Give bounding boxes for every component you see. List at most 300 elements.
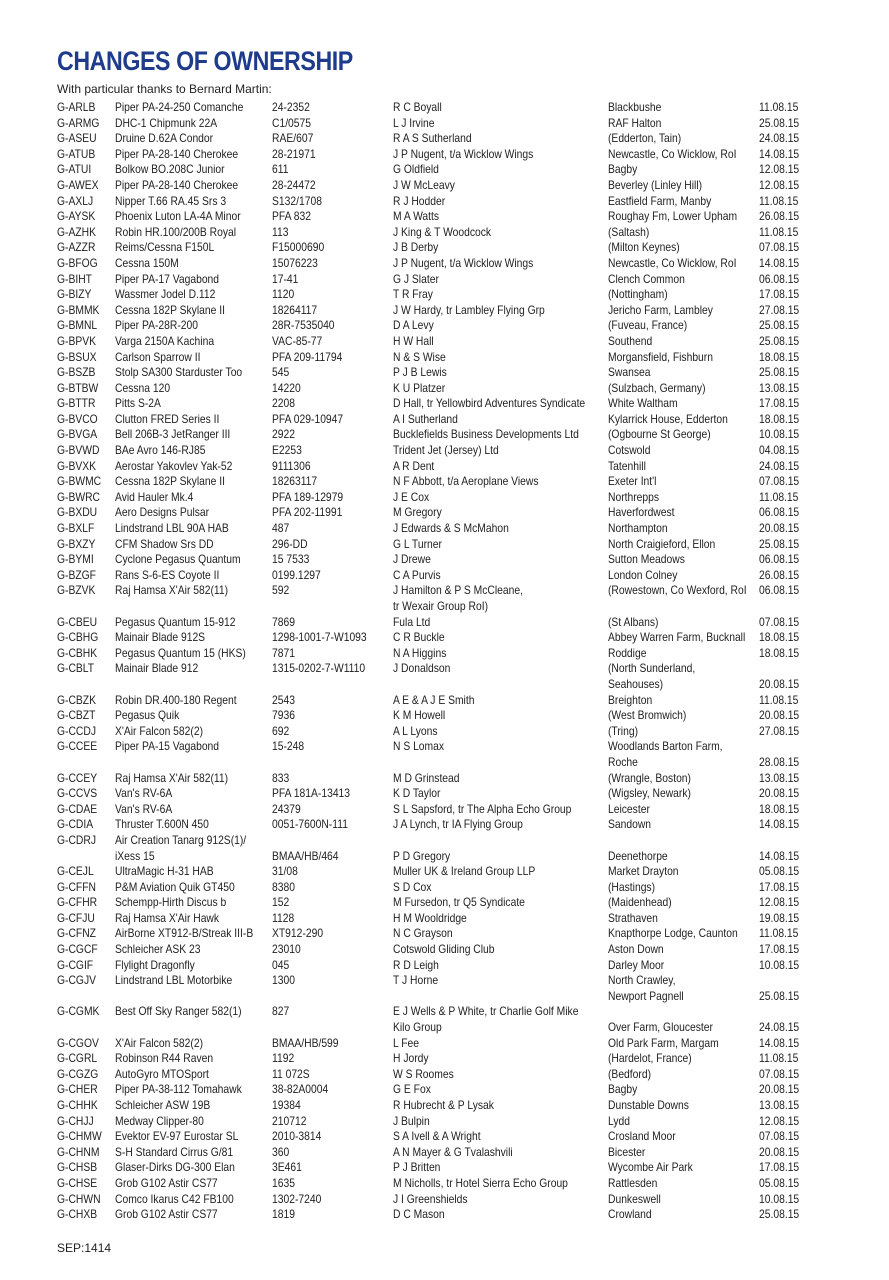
date-cell: 19.08.15 xyxy=(759,910,800,925)
table-row xyxy=(57,131,817,147)
aircraft-type-cell: Cessna 182P Skylane II xyxy=(115,302,225,317)
serial-number-cell: PFA 832 xyxy=(272,209,312,224)
aircraft-type-cell: Phoenix Luton LA-4A Minor xyxy=(115,209,241,224)
serial-number-cell: VAC-85-77 xyxy=(272,333,323,348)
aircraft-type-cell: CFM Shadow Srs DD xyxy=(115,536,214,551)
aircraft-type-cell: Wassmer Jodel D.112 xyxy=(115,287,216,302)
date-cell: 12.08.15 xyxy=(759,162,800,177)
owner-cell: J King & T Woodcock xyxy=(393,224,492,239)
owner-cell: K U Platzer xyxy=(393,380,446,395)
aircraft-type-cell: Best Off Sky Ranger 582(1) xyxy=(115,1004,242,1019)
registration-cell: G-ASEU xyxy=(57,131,97,146)
aircraft-type-cell: Schempp-Hirth Discus b xyxy=(115,895,227,910)
registration-cell: G-BIZY xyxy=(57,287,92,302)
serial-number-cell: 38-82A0004 xyxy=(272,1082,329,1097)
table-row xyxy=(57,646,817,662)
date-cell: 18.08.15 xyxy=(759,630,800,645)
owner-cell: H W Hall xyxy=(393,333,434,348)
date-cell xyxy=(759,661,814,677)
owner-cell: N C Grayson xyxy=(393,926,453,941)
location-cell: (St Albans) xyxy=(608,614,659,629)
owner-cell: H M Wooldridge xyxy=(393,910,467,925)
registration-cell: G-CDIA xyxy=(57,817,94,832)
date-cell xyxy=(759,973,814,989)
date-cell: 07.08.15 xyxy=(759,614,800,629)
location-cell: (Fuveau, France) xyxy=(608,318,688,333)
location-cell: Aston Down xyxy=(608,942,664,957)
registration-cell: G-CHJJ xyxy=(57,1113,94,1128)
aircraft-type-cell: Comco Ikarus C42 FB100 xyxy=(115,1191,234,1206)
registration-cell: G-CBEU xyxy=(57,614,98,629)
owner-cell: C A Purvis xyxy=(393,567,441,582)
ownership-page xyxy=(57,44,817,1223)
owner-cell: J Edwards & S McMahon xyxy=(393,521,509,536)
registration-cell: G-BTTR xyxy=(57,396,96,411)
registration-cell: G-CHNM xyxy=(57,1144,100,1159)
aircraft-type-cell: Van's RV-6A xyxy=(115,801,173,816)
aircraft-type-cell: Grob G102 Astir CS77 xyxy=(115,1175,218,1190)
serial-number-cell: 545 xyxy=(272,365,290,380)
owner-cell xyxy=(393,755,608,771)
aircraft-type-cell: AirBorne XT912-B/Streak III-B xyxy=(115,926,254,941)
aircraft-type-cell: Bolkow BO.208C Junior xyxy=(115,162,225,177)
date-cell: 11.08.15 xyxy=(759,1051,799,1066)
serial-number-cell: 7936 xyxy=(272,708,295,723)
location-cell: Woodlands Barton Farm, xyxy=(608,739,723,754)
location-cell: London Colney xyxy=(608,567,678,582)
location-cell: Rattlesden xyxy=(608,1175,658,1190)
location-cell: Deenethorpe xyxy=(608,848,668,863)
aircraft-type-cell: Druine D.62A Condor xyxy=(115,131,214,146)
table-row xyxy=(57,256,817,272)
aircraft-type-cell xyxy=(115,1020,272,1036)
date-cell: 26.08.15 xyxy=(759,209,800,224)
table-row xyxy=(57,1129,817,1145)
registration-cell: G-BPVK xyxy=(57,333,97,348)
aircraft-type-cell: iXess 15 xyxy=(115,848,155,863)
location-cell: Seahouses) xyxy=(608,676,664,691)
registration-cell: G-AXLJ xyxy=(57,193,94,208)
aircraft-type-cell: Stolp SA300 Starduster Too xyxy=(115,365,243,380)
serial-number-cell: 9111306 xyxy=(272,458,311,473)
serial-number-cell: XT912-290 xyxy=(272,926,324,941)
registration-cell: G-CGMK xyxy=(57,1004,100,1019)
date-cell: 24.08.15 xyxy=(759,1020,800,1035)
table-row xyxy=(57,1036,817,1052)
owner-cell: G Oldfield xyxy=(393,162,439,177)
serial-number-cell: 17-41 xyxy=(272,271,299,286)
aircraft-type-cell: Pitts S-2A xyxy=(115,396,161,411)
aircraft-type-cell: Glaser-Dirks DG-300 Elan xyxy=(115,1160,235,1175)
date-cell: 14.08.15 xyxy=(759,255,800,270)
serial-number-cell: 2208 xyxy=(272,396,295,411)
registration-cell: G-BSZB xyxy=(57,365,96,380)
table-row xyxy=(57,240,817,256)
owner-cell xyxy=(393,833,608,849)
date-cell: 20.08.15 xyxy=(759,708,800,723)
date-cell: 13.08.15 xyxy=(759,1098,800,1112)
location-cell: Dunkeswell xyxy=(608,1191,661,1206)
table-row xyxy=(57,287,817,303)
serial-number-cell: 7871 xyxy=(272,645,295,660)
date-cell: 17.08.15 xyxy=(759,879,800,894)
aircraft-type-cell: P&M Aviation Quik GT450 xyxy=(115,879,235,894)
serial-number-cell: 18263117 xyxy=(272,474,318,489)
owner-cell: R Hubrecht & P Lysak xyxy=(393,1098,494,1112)
serial-number-cell: 2543 xyxy=(272,692,295,707)
serial-number-cell: 592 xyxy=(272,583,290,598)
owner-cell: K D Taylor xyxy=(393,786,441,801)
location-cell: North Crawley, xyxy=(608,973,676,988)
serial-number-cell: PFA 189-12979 xyxy=(272,489,344,504)
owner-cell xyxy=(393,989,608,1005)
table-row xyxy=(57,1145,817,1161)
serial-number-cell: 19384 xyxy=(272,1098,301,1112)
owner-cell: P J Britten xyxy=(393,1160,441,1175)
serial-number-cell: 1300 xyxy=(272,973,295,988)
aircraft-type-cell: X'Air Falcon 582(2) xyxy=(115,1035,204,1050)
serial-number-cell: 24-2352 xyxy=(272,100,310,114)
registration-cell: G-AWEX xyxy=(57,177,99,192)
table-row xyxy=(57,318,817,334)
serial-number-cell: 2922 xyxy=(272,427,295,442)
registration-cell: G-BMMK xyxy=(57,302,100,317)
owner-cell: J E Cox xyxy=(393,489,430,504)
date-cell: 25.08.15 xyxy=(759,115,800,130)
registration-cell: G-AYSK xyxy=(57,209,96,224)
table-row xyxy=(57,802,817,818)
aircraft-type-cell: Van's RV-6A xyxy=(115,786,173,801)
date-cell: 24.08.15 xyxy=(759,458,800,473)
aircraft-type-cell: Aero Designs Pulsar xyxy=(115,505,210,520)
serial-number-cell: 487 xyxy=(272,521,290,536)
registration-cell: G-CHSB xyxy=(57,1160,98,1175)
table-row xyxy=(57,661,817,677)
date-cell: 25.08.15 xyxy=(759,333,800,348)
owner-cell: K M Howell xyxy=(393,708,446,723)
date-cell: 20.08.15 xyxy=(759,786,800,801)
location-cell: Beverley (Linley Hill) xyxy=(608,177,703,192)
date-cell: 20.08.15 xyxy=(759,521,800,536)
table-row xyxy=(57,474,817,490)
table-row xyxy=(57,365,817,381)
registration-cell: G-BYMI xyxy=(57,552,94,567)
registration-cell: G-CGZG xyxy=(57,1066,99,1081)
serial-number-cell xyxy=(272,1020,393,1036)
table-row xyxy=(57,833,817,849)
aircraft-type-cell: Piper PA-17 Vagabond xyxy=(115,271,220,286)
aircraft-type-cell: Robinson R44 Raven xyxy=(115,1051,214,1066)
date-cell: 11.08.15 xyxy=(759,193,799,208)
serial-number-cell: 045 xyxy=(272,957,290,972)
registration-cell: G-CHER xyxy=(57,1082,98,1097)
serial-number-cell: 1128 xyxy=(272,910,295,925)
table-row xyxy=(57,817,817,833)
owner-cell: N & S Wise xyxy=(393,349,446,364)
table-row xyxy=(57,350,817,366)
registration-cell: G-BZVK xyxy=(57,583,96,598)
date-cell: 11.08.15 xyxy=(759,489,799,504)
location-cell: Dunstable Downs xyxy=(608,1098,689,1112)
table-row xyxy=(57,958,817,974)
owner-cell: J W McLeavy xyxy=(393,177,455,192)
serial-number-cell: RAE/607 xyxy=(272,131,314,146)
registration-cell xyxy=(57,989,115,1005)
owner-cell: A I Sutherland xyxy=(393,411,458,426)
date-cell: 20.08.15 xyxy=(759,1144,800,1159)
owner-cell: W S Roomes xyxy=(393,1066,454,1081)
table-row xyxy=(57,1176,817,1192)
date-cell: 04.08.15 xyxy=(759,443,800,458)
location-cell: (Edderton, Tain) xyxy=(608,131,682,146)
registration-cell: G-CCEY xyxy=(57,770,98,785)
serial-number-cell: S132/1708 xyxy=(272,193,322,208)
location-cell: Breighton xyxy=(608,692,653,707)
date-cell: 18.08.15 xyxy=(759,411,800,426)
serial-number-cell: 3E461 xyxy=(272,1160,302,1175)
aircraft-type-cell xyxy=(115,755,272,771)
location-cell: (Hastings) xyxy=(608,879,656,894)
registration-cell: G-BVWD xyxy=(57,443,100,458)
date-cell: 07.08.15 xyxy=(759,1066,800,1081)
owner-cell: M D Grinstead xyxy=(393,770,460,785)
owner-cell: D C Mason xyxy=(393,1207,445,1222)
aircraft-type-cell: Pegasus Quantum 15 (HKS) xyxy=(115,645,246,660)
serial-number-cell: 11 072S xyxy=(272,1066,310,1081)
date-cell: 05.08.15 xyxy=(759,864,800,879)
date-cell: 26.08.15 xyxy=(759,567,800,582)
registration-cell: G-CBHK xyxy=(57,645,98,660)
location-cell: Newport Pagnell xyxy=(608,988,684,1003)
table-row xyxy=(57,443,817,459)
serial-number-cell: 31/08 xyxy=(272,864,298,879)
table-row xyxy=(57,1004,817,1020)
date-cell: 17.08.15 xyxy=(759,1160,800,1175)
serial-number-cell: 827 xyxy=(272,1004,290,1019)
location-cell: Market Drayton xyxy=(608,864,679,879)
registration-cell: G-CHHK xyxy=(57,1098,98,1112)
date-cell xyxy=(759,599,814,615)
owner-cell: P J B Lewis xyxy=(393,365,447,380)
owner-cell: D A Levy xyxy=(393,318,434,333)
location-cell: (Hardelot, France) xyxy=(608,1051,692,1066)
registration-cell: G-CBLT xyxy=(57,661,95,676)
aircraft-type-cell: Piper PA-38-112 Tomahawk xyxy=(115,1082,242,1097)
serial-number-cell: 2010-3814 xyxy=(272,1129,322,1144)
owner-cell: J Hamilton & P S McCleane, xyxy=(393,583,524,598)
owner-cell: Kilo Group xyxy=(393,1020,442,1035)
location-cell: (Ogbourne St George) xyxy=(608,427,711,442)
table-row xyxy=(57,630,817,646)
aircraft-type-cell: Raj Hamsa X'Air Hawk xyxy=(115,910,220,925)
table-row xyxy=(57,708,817,724)
serial-number-cell: PFA 202-11991 xyxy=(272,505,343,520)
serial-number-cell: 1298-1001-7-W1093 xyxy=(272,630,367,645)
registration-cell: G-CCDJ xyxy=(57,723,96,738)
date-cell xyxy=(759,833,814,849)
date-cell: 27.08.15 xyxy=(759,302,800,317)
aircraft-type-cell: BAe Avro 146-RJ85 xyxy=(115,443,206,458)
aircraft-type-cell: Pegasus Quantum 15-912 xyxy=(115,614,236,629)
owner-cell: J I Greenshields xyxy=(393,1191,468,1206)
date-cell: 20.08.15 xyxy=(759,1082,800,1097)
location-cell: Abbey Warren Farm, Bucknall xyxy=(608,630,746,645)
serial-number-cell: 1120 xyxy=(272,287,295,302)
date-cell: 10.08.15 xyxy=(759,957,800,972)
location-cell: (Saltash) xyxy=(608,224,650,239)
date-cell: 06.08.15 xyxy=(759,271,800,286)
table-row xyxy=(57,1051,817,1067)
serial-number-cell: 1192 xyxy=(272,1051,295,1066)
location-cell: Sandown xyxy=(608,817,652,832)
table-row xyxy=(57,209,817,225)
serial-number-cell: 360 xyxy=(272,1144,290,1159)
table-row xyxy=(57,147,817,163)
owner-cell: N A Higgins xyxy=(393,645,447,660)
serial-number-cell xyxy=(272,755,393,771)
location-cell: Bagby xyxy=(608,1082,638,1097)
registration-cell xyxy=(57,599,115,615)
owner-cell: Muller UK & Ireland Group LLP xyxy=(393,864,536,879)
serial-number-cell: PFA 029-10947 xyxy=(272,411,344,426)
date-cell: 12.08.15 xyxy=(759,1113,800,1128)
table-row xyxy=(57,1020,817,1036)
owner-cell: T J Horne xyxy=(393,973,439,988)
date-cell: 13.08.15 xyxy=(759,380,800,395)
aircraft-type-cell: Robin HR.100/200B Royal xyxy=(115,224,237,239)
table-row xyxy=(57,178,817,194)
location-cell: (Bedford) xyxy=(608,1066,652,1081)
location-cell: Newcastle, Co Wicklow, RoI xyxy=(608,255,737,270)
location-cell: Crosland Moor xyxy=(608,1129,676,1144)
date-cell: 28.08.15 xyxy=(759,754,800,769)
table-row xyxy=(57,973,817,989)
owner-cell: A R Dent xyxy=(393,458,435,473)
serial-number-cell: 0051-7600N-111 xyxy=(272,817,348,832)
registration-cell: G-CHSE xyxy=(57,1175,98,1190)
date-cell: 11.08.15 xyxy=(759,926,799,941)
aircraft-type-cell xyxy=(115,677,272,693)
location-cell: Knapthorpe Lodge, Caunton xyxy=(608,926,738,941)
serial-number-cell: 15076223 xyxy=(272,255,318,270)
owner-cell: J P Nugent, t/a Wicklow Wings xyxy=(393,146,534,161)
owner-cell: J W Hardy, tr Lambley Flying Grp xyxy=(393,302,545,317)
owner-cell: C R Buckle xyxy=(393,630,445,645)
serial-number-cell: 1819 xyxy=(272,1207,295,1222)
date-cell: 17.08.15 xyxy=(759,287,800,302)
date-cell: 25.08.15 xyxy=(759,1207,800,1222)
table-row xyxy=(57,926,817,942)
owner-cell: Bucklefields Business Developments Ltd xyxy=(393,427,579,442)
table-row xyxy=(57,100,817,116)
table-row xyxy=(57,942,817,958)
aircraft-type-cell: Nipper T.66 RA.45 Srs 3 xyxy=(115,193,227,208)
serial-number-cell: 7869 xyxy=(272,614,295,629)
owner-cell: J P Nugent, t/a Wicklow Wings xyxy=(393,255,534,270)
location-cell: Strathaven xyxy=(608,910,658,925)
table-row xyxy=(57,427,817,443)
table-row xyxy=(57,396,817,412)
page-title: CHANGES OF OWNERSHIP xyxy=(57,46,353,76)
location-cell: (Milton Keynes) xyxy=(608,240,680,255)
owner-cell: A E & A J E Smith xyxy=(393,692,475,707)
location-cell: Newcastle, Co Wicklow, RoI xyxy=(608,146,737,161)
owner-cell: Trident Jet (Jersey) Ltd xyxy=(393,443,499,458)
registration-cell: G-AZHK xyxy=(57,224,96,239)
location-cell: (North Sunderland, xyxy=(608,661,696,676)
registration-cell: G-BWRC xyxy=(57,489,100,504)
registration-cell: G-CBZK xyxy=(57,692,96,707)
table-row xyxy=(57,1160,817,1176)
date-cell: 14.08.15 xyxy=(759,146,800,161)
registration-cell: G-CBZT xyxy=(57,708,96,723)
location-cell: Cotswold xyxy=(608,443,651,458)
serial-number-cell: E2253 xyxy=(272,443,302,458)
table-row xyxy=(57,194,817,210)
serial-number-cell xyxy=(272,833,393,849)
aircraft-type-cell: Pegasus Quik xyxy=(115,708,180,723)
location-cell xyxy=(608,599,759,615)
aircraft-type-cell: Lindstrand LBL 90A HAB xyxy=(115,521,229,536)
owner-cell: M Fursedon, tr Q5 Syndicate xyxy=(393,895,525,910)
location-cell: (Wigsley, Newark) xyxy=(608,786,691,801)
serial-number-cell: BMAA/HB/464 xyxy=(272,848,339,863)
date-cell: 25.08.15 xyxy=(759,536,800,551)
date-cell: 13.08.15 xyxy=(759,770,800,785)
owner-cell: M A Watts xyxy=(393,209,440,224)
table-row xyxy=(57,693,817,709)
registration-cell: G-ATUB xyxy=(57,146,96,161)
date-cell: 11.08.15 xyxy=(759,692,799,707)
serial-number-cell: 28R-7535040 xyxy=(272,318,335,333)
registration-cell: G-CHMW xyxy=(57,1129,102,1144)
aircraft-type-cell: Varga 2150A Kachina xyxy=(115,333,215,348)
serial-number-cell: 18264117 xyxy=(272,302,318,317)
date-cell: 06.08.15 xyxy=(759,552,800,567)
owner-cell: S L Sapsford, tr The Alpha Echo Group xyxy=(393,801,572,816)
registration-cell xyxy=(57,1020,115,1036)
registration-cell: G-CFFN xyxy=(57,879,96,894)
registration-cell: G-CDAE xyxy=(57,801,98,816)
aircraft-type-cell: DHC-1 Chipmunk 22A xyxy=(115,115,218,130)
owner-cell: R A S Sutherland xyxy=(393,131,472,146)
table-row xyxy=(57,911,817,927)
registration-cell: G-CFNZ xyxy=(57,926,96,941)
serial-number-cell: 210712 xyxy=(272,1113,307,1128)
aircraft-type-cell: Cessna 182P Skylane II xyxy=(115,474,225,489)
serial-number-cell: 28-24472 xyxy=(272,177,316,192)
owner-cell: J B Derby xyxy=(393,240,439,255)
location-cell: Eastfield Farm, Manby xyxy=(608,193,712,208)
aircraft-type-cell: Cyclone Pegasus Quantum xyxy=(115,552,241,567)
owner-cell: P D Gregory xyxy=(393,848,451,863)
table-row xyxy=(57,1192,817,1208)
table-row xyxy=(57,552,817,568)
serial-number-cell: BMAA/HB/599 xyxy=(272,1035,339,1050)
owner-cell: D Hall, tr Yellowbird Adventures Syndicate xyxy=(393,396,586,411)
owner-cell: R C Boyall xyxy=(393,100,442,114)
location-cell: Wycombe Air Park xyxy=(608,1160,693,1175)
table-row xyxy=(57,521,817,537)
registration-cell: G-CFJU xyxy=(57,910,95,925)
table-row xyxy=(57,677,817,693)
date-cell: 18.08.15 xyxy=(759,801,800,816)
location-cell: Swansea xyxy=(608,365,651,380)
aircraft-type-cell: Carlson Sparrow II xyxy=(115,349,201,364)
aircraft-type-cell: Lindstrand LBL Motorbike xyxy=(115,973,233,988)
table-row xyxy=(57,849,817,865)
serial-number-cell: C1/0575 xyxy=(272,115,312,130)
